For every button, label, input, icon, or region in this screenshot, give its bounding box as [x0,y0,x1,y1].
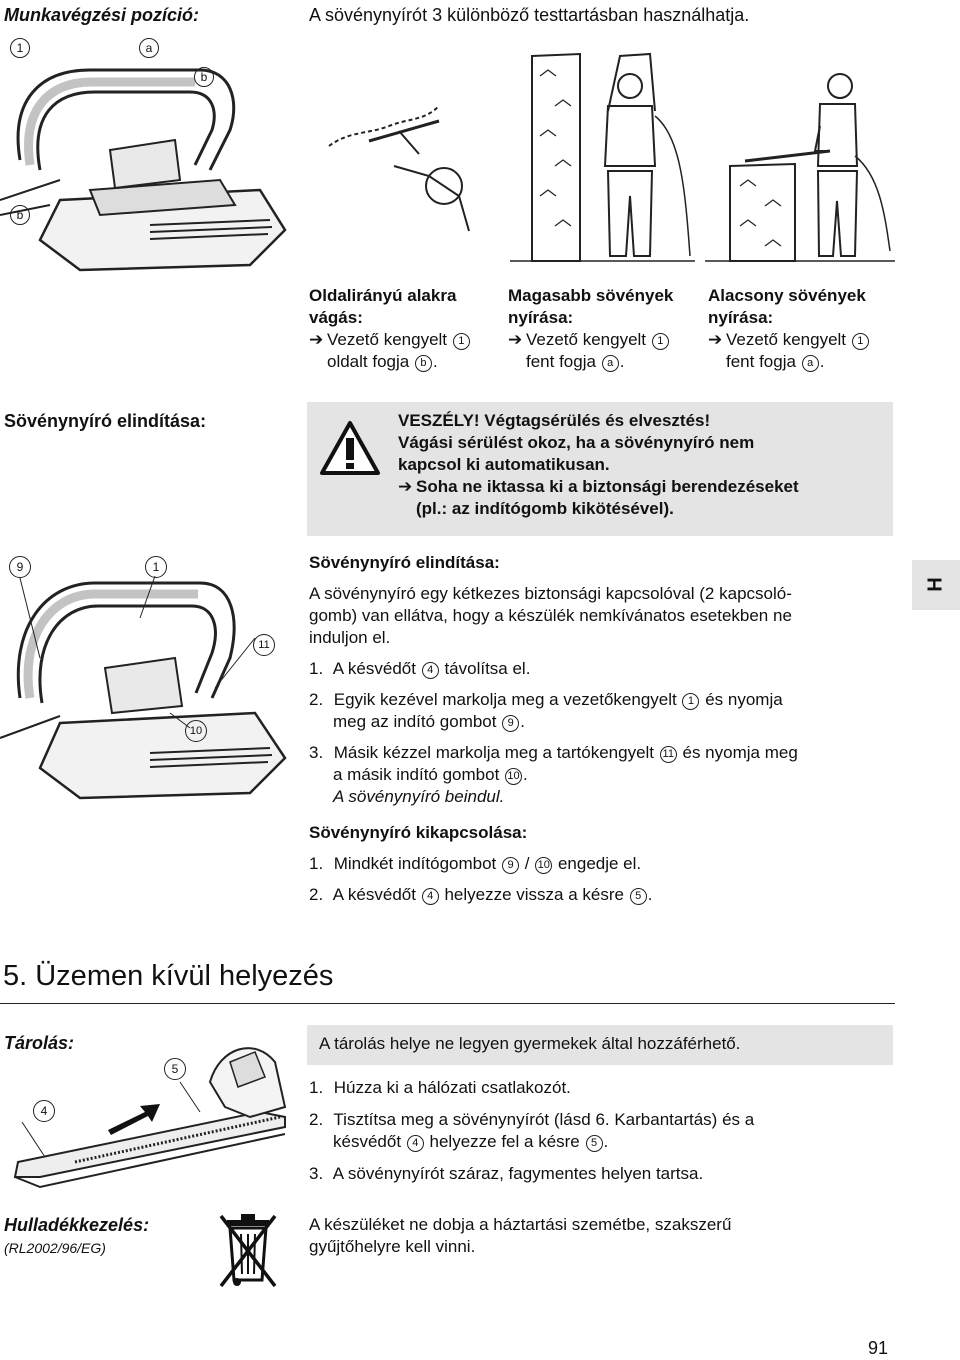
storage-step-1: 1. Húzza ki a hálózati csatlakozót. [309,1078,571,1097]
ref-10: 10 [185,720,207,742]
trimmer-handle-figure [0,30,290,280]
ref-a: a [602,355,619,372]
danger-text: kapcsol ki automatikusan. [398,455,610,474]
ref-5: 5 [164,1058,186,1080]
caption-text: fent fogja [726,352,796,371]
section-divider [0,1003,895,1004]
caption-text: fent fogja [526,352,596,371]
storage-step-2: 2. Tisztítsa meg a sövénynyírót (lásd 6. Karbantartás) és a [309,1110,755,1129]
danger-title: VESZÉLY! Végtagsérülés és elvesztés! [398,411,711,430]
trimmer-switch-figure [0,548,290,808]
ref-11: 11 [253,634,275,656]
ref-1: 1 [145,556,167,578]
language-tab-label: H [924,577,947,592]
start-paragraph: A sövénynyíró egy kétkezes biztonsági kapcsolóval (2 kapcsoló- [309,584,792,603]
caption-title: Alacsony sövények [708,286,866,305]
page-number: 91 [868,1338,889,1358]
working-position-label: Munkavégzési pozíció: [4,5,200,25]
stop-step-2: 2. A késvédőt 4 helyezze vissza a késre 5 . [309,885,653,904]
ref-1: 1 [10,38,30,58]
ref-a: a [802,355,819,372]
start-step-1: 1. A késvédőt 4 távolítsa el. [309,659,531,678]
storage-intro: A tárolás helye ne legyen gyermekek által hozzáférhető. [319,1034,741,1053]
stop-step-1: 1. Mindkét indítógombot 9 / 10 engedje el. [309,854,642,873]
start-step-3: 3. Másik kézzel markolja meg a tartókengyelt 11 és nyomja meg [309,743,798,762]
storage-label: Tárolás: [4,1033,75,1053]
start-label: Sövénynyíró elindítása: [4,411,207,431]
language-tab [912,560,960,610]
start-result: A sövénynyíró beindul. [333,787,505,806]
storage-step-3: 3. A sövénynyírót száraz, fagymentes helyen tartsa. [309,1164,704,1183]
danger-instruction: Soha ne iktassa ki a biztonsági berendezéseket [416,477,799,496]
crossed-bin-icon [217,1212,279,1288]
start-step-2: 2. Egyik kezével markolja meg a vezetőkengyelt 1 és nyomja [309,690,783,709]
waste-line: gyűjtőhelyre kell vinni. [309,1237,476,1256]
ref-a: a [139,38,159,58]
start-paragraph: induljon el. [309,628,391,647]
caption-text: Vezető kengyelt [526,330,647,349]
danger-instruction: (pl.: az indítógomb kikötésével). [416,499,674,518]
caption-title: vágás: [309,308,363,327]
danger-box: VESZÉLY! Végtagsérülés és elvesztés! Vágási sérülést okoz, ha a sövénynyíró nem kapcsol ki automatikusan. ➔ Soha ne iktassa ki a biztonsági berendezéseket (pl.: az indítógomb kikötésével). [307,402,893,536]
position-caption-high: Magasabb sövények nyírása: ➔ Vezető kengyelt 1 fent fogja a . [508,285,703,373]
section-5-heading: 5. Üzemen kívül helyezés [3,960,334,992]
storage-figure [0,1022,290,1197]
side-cut-illustration [309,36,499,266]
warning-triangle-icon [319,420,381,476]
waste-label: Hulladékkezelés: [4,1215,150,1235]
ref-b-left: b [10,205,30,225]
caption-title: nyírása: [508,308,574,327]
caption-text: Vezető kengyelt [327,330,448,349]
ref-10: 10 [505,768,522,785]
ref-9: 9 [502,715,519,732]
low-hedge-illustration [705,36,895,266]
waste-text [309,1214,889,1258]
waste-directive: (RL2002/96/EG) [4,1240,106,1256]
caption-text: oldalt fogja [327,352,410,371]
ref-1: 1 [453,333,470,350]
ref-1: 1 [852,333,869,350]
start-step-3-cont: a másik indító gombot [333,765,500,784]
ref-b: b [415,355,432,372]
ref-b-top: b [194,67,214,87]
position-caption-side: Oldalirányú alakra vágás: ➔ Vezető kengyelt 1 oldalt fogja b . [309,285,504,373]
ref-1: 1 [652,333,669,350]
caption-text: Vezető kengyelt [726,330,847,349]
storage-note [307,1025,893,1065]
waste-line: A készüléket ne dobja a háztartási szemétbe, szakszerű [309,1215,732,1234]
position-caption-low: Alacsony sövények nyírása: ➔ Vezető kengyelt 1 fent fogja a . [708,285,903,373]
working-position-intro: A sövénynyírót 3 különböző testtartásban használhatja. [309,5,750,25]
ref-5: 5 [586,1135,603,1152]
start-instructions: Sövénynyíró elindítása: A sövénynyíró egy kétkezes biztonsági kapcsolóval (2 kapcsoló- gomb) van ellátva, hogy a készülék nemkívánatos esetekben ne induljon el. 1. A késvédőt 4 távolítsa el. 2. Egyik kezével markolja meg a vezetőkengyelt 1 és nyomja meg az indító gombot 9 . 3. Másik kézzel markolja meg a tartókengyelt 11 és nyomja meg a másik indító gombot 10 . A sövénynyíró beindul. Sövénynyíró kikapcsolása: 1. Mindkét indítógombot 9 / 10 engedje el. 2. A késvédőt 4 helyezze vissza a késre 5 . [309,552,889,906]
danger-text: Vágási sérülést okoz, ha a sövénynyíró nem [398,433,755,452]
start-step-2-cont: meg az indító gombot [333,712,497,731]
caption-title: Magasabb sövények [508,286,674,305]
start-paragraph: gomb) van ellátva, hogy a készülék nemkívánatos esetekben ne [309,606,792,625]
storage-steps: 1. Húzza ki a hálózati csatlakozót. 2. Tisztítsa meg a sövénynyírót (lásd 6. Karbantartás) és a késvédőt 4 helyezze fel a késre 5 . 3. A sövénynyírót száraz, fagymentes helyen tartsa. [309,1077,889,1185]
caption-title: Oldalirányú alakra [309,286,457,305]
ref-9: 9 [9,556,31,578]
caption-title: nyírása: [708,308,774,327]
ref-4: 4 [407,1135,424,1152]
ref-4: 4 [33,1100,55,1122]
stop-heading: Sövénynyíró kikapcsolása: [309,823,528,842]
start-heading: Sövénynyíró elindítása: [309,553,500,572]
storage-step-2-cont: késvédőt [333,1132,402,1151]
high-hedge-illustration [510,36,695,266]
